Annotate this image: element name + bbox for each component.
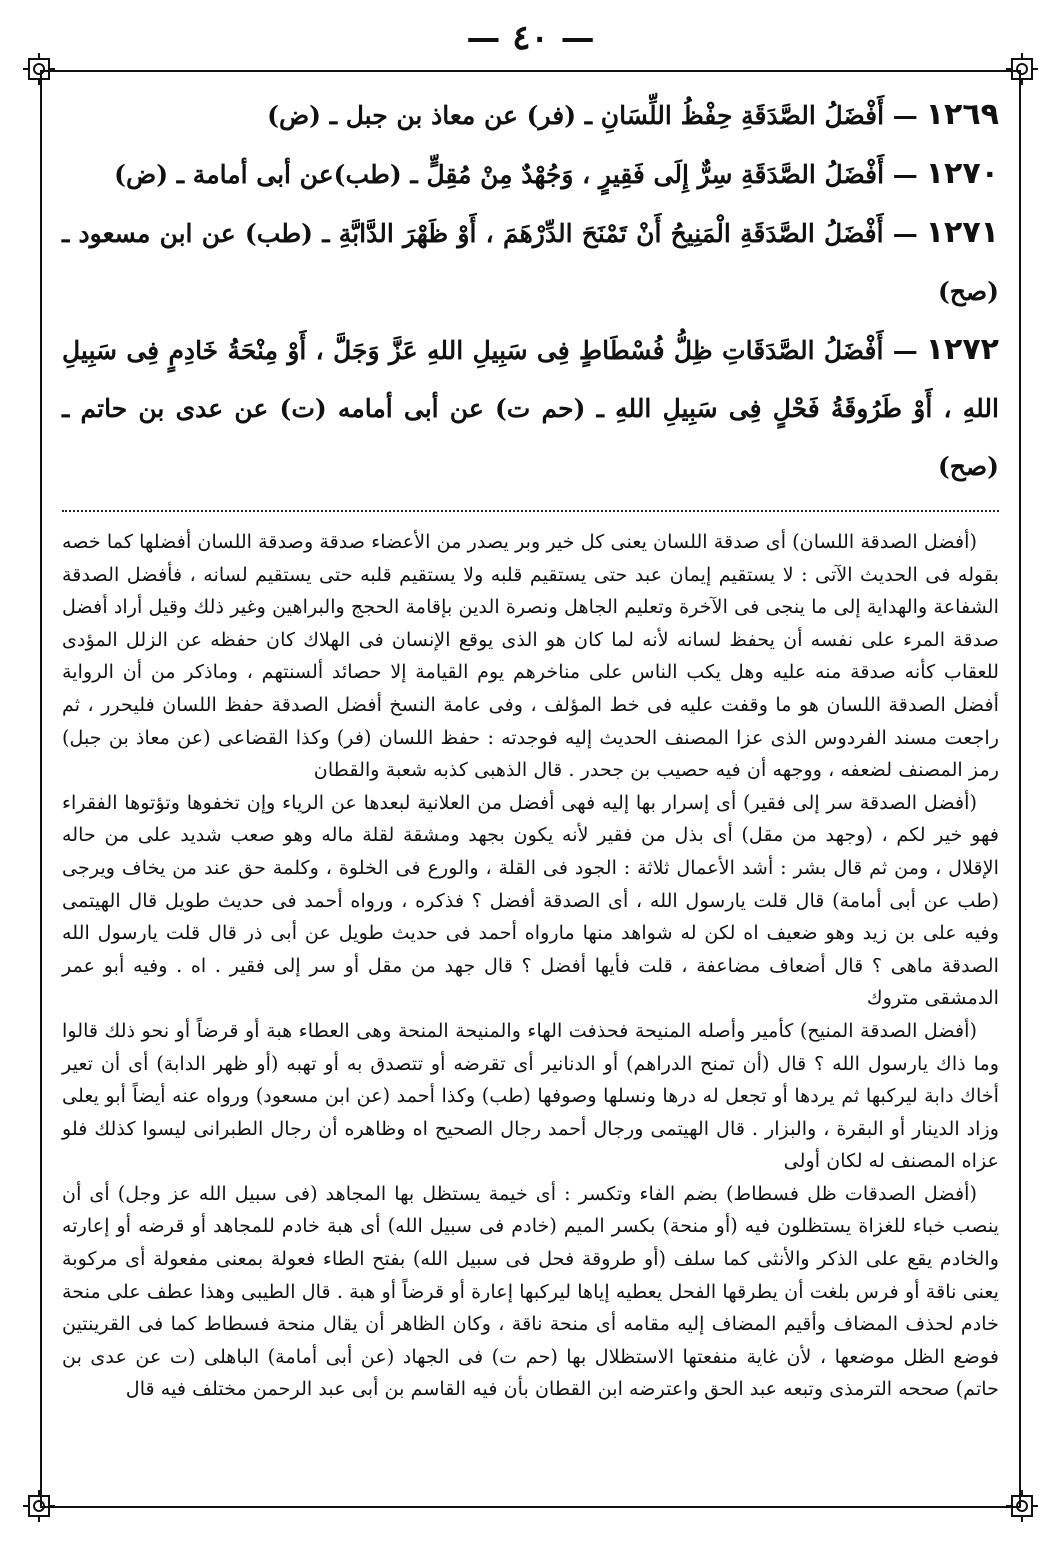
hadith-1270 [62,145,999,204]
hadith-text: — أَفْضَلُ الصَّدَقَاتِ ظِلُّ فُسْطَاطٍ فِى سَبِيلِ اللهِ عَزَّ وَجَلَّ ، أَوْ مِنْحَةُ خَادِمٍ فِى سَبِيلِ اللهِ ، أَوْ طَرُوقَةُ فَحْلٍ فِى سَبِيلِ اللهِ ـ (حم ت) عن أبى أمامه (ت) عن عدى بن حاتم ـ (صح) [62,336,999,481]
commentary-paragraph: (أفضل الصدقة المنيح) كأمير وأصله المنيحة فحذفت الهاء والمنيحة المنحة وهى العطاء هبة أو قرضاً أو نحو ذلك قالوا وما ذاك يارسول الله ؟ قال (أن تمنح الدراهم) أو الدنانير أى تقرضه أو تتصدق به أو تهبه (أو ظهر الدابة) أى أن تعير أخاك دابة ليركبها ثم يردها أو تجعل له درها ونسلها وصوفها (طب) وكذا أحمد (عن ابن مسعود) ورواه عنه أيضاً أبو يعلى وزاد الدينار أو البقرة ، والبزار . قال الهيتمى ورجال أحمد رجال الصحيح اه وظاهره أن رجال الطبرانى ليسوا كذلك فلو عزاه المصنف له لكان أولى [62,1018,999,1173]
hadith-number: ١٢٧٠ [925,156,999,191]
frame-right-border [1019,70,1021,1506]
frame-top-border [40,70,1021,72]
frame-bottom-border [40,1506,1021,1508]
dotted-divider [62,510,999,512]
corner-ornament-icon [1005,1489,1039,1523]
hadith-text: — أَفْضَلُ الصَّدَقَةِ حِفْظُ اللِّسَانِ ـ (فر) عن معاذ بن جبل ـ (ض) [267,101,918,130]
hadith-number: ١٢٦٩ [925,97,999,132]
hadith-text: — أَفْضَلُ الصَّدَقَةِ الْمَنِيحُ أَنْ تَمْنَحَ الدِّرْهَمَ ، أَوْ ظَهْرَ الدَّابَّةِ ـ (طب) عن ابن مسعود ـ (صح) [62,219,999,306]
hadith-text: — أَفْضَلُ الصَّدَقَةِ سِرٌّ إِلَى فَقِيرٍ ، وَجُهْدٌ مِنْ مُقِلٍّ ـ (طب)عن أبى أمامة ـ (ض) [114,160,918,189]
commentary-paragraph: (أفضل الصدقات ظل فسطاط) بضم الفاء وتكسر : أى خيمة يستظل بها المجاهد (فى سبيل الله عز وجل) أى أن ينصب خباء للغزاة يستظلون فيه (أو منحة) بكسر الميم (خادم فى سبيل الله) أى هبة خادم للمجاهد أو قرضه أو إعارته والخادم يقع على الذكر والأنثى كما سلف (أو طروقة فحل فى سبيل الله) بفتح الطاء فعولة بمعنى مفعولة أى مركوبة يعنى ناقة أو فرس بلغت أن يطرقها الفحل يعطيه إياها ليركبها إعارة أو قرضاً أو هبة . قال الطيبى وهذا عطف على منحة خادم لحذف المضاف وأقيم المضاف إليه مقامه أى منحة ناقة ، وكان الظاهر أن يقال منحة فسطاط كما فى القرينتين فوضع الظل موضعها ، لأن غاية منفعتها الاستظلال بها (حم ت) فى الجهاد (عن أبى أمامة) الباهلى (ت عن عدى بن حاتم) صححه الترمذى وتبعه عبد الحق واعترضه ابن القطان بأن فيه القاسم بن أبى عبد الرحمن مختلف فيه قال [62,1181,999,1401]
hadith-list [62,86,999,496]
hadith-1269 [62,86,999,145]
hadith-number: ١٢٧١ [925,215,999,250]
frame-left-border [40,70,42,1506]
hadith-number: ١٢٧٢ [925,332,999,367]
hadith-1272 [62,321,999,496]
commentary [62,526,999,1406]
commentary-paragraph: (أفضل الصدقة اللسان) أى صدقة اللسان يعنى كل خير وبر يصدر من الأعضاء صدقة وصدقة اللسان أفضلها كما خصه بقوله فى الحديث الآتى : لا يستقيم إيمان عبد حتى يستقيم قلبه ولا يستقيم قلبه حتى يستقيم لسانه ، فأفضل الصدقة الشفاعة والهداية إلى ما ينجى فى الآخرة وتعليم الجاهل ونصرة الدين بإقامة الحجج والبراهين وغير ذلك وقيل أراد أفضل صدقة المرء على نفسه أن يحفظ لسانه لأنه لما كان هو الذى يوقع الإنسان فى الهلاك كان حفظه عن الزلل المؤدى للعقاب كأنه صدقة منه عليه وهل يكب الناس على مناخرهم يوم القيامة إلا حصائد ألسنتهم ، وماذكر من أن الرواية أفضل الصدقة اللسان هو ما وقفت عليه فى خط المؤلف ، وفى عامة النسخ أفضل الصدقة حفظ اللسان فليحرر ، ثم راجعت مسند الفردوس الذى عزا المصنف الحديث إليه فوجدته : حفظ اللسان (فر) وكذا القضاعى (عن معاذ بن جبل) رمز المصنف لضعفه ، ووجهه أن فيه حصيب بن جحدر . قال الذهبى كذبه شعبة والقطان [62,530,999,782]
page-number: — ٤٠ — [466,18,595,58]
commentary-paragraph: (أفضل الصدقة سر إلى فقير) أى إسرار بها إليه فهى أفضل من العلانية لبعدها عن الرياء وإن تخفوها وتؤتوها الفقراء فهو خير لكم ، (وجهد من مقل) أى بذل من فقير لأنه يكون بجهد ومشقة لقلة ماله وهو صعب شديد على من حاله الإقلال ، ومن ثم قال بشر : أشد الأعمال ثلاثة : الجود فى القلة ، والورع فى الخلوة ، وكلمة حق عند من يخاف ويرجى (طب عن أبى أمامة) قال قلت يارسول الله ، أى الصدقة أفضل ؟ فذكره ، ورواه أحمد فى حديث طويل قال الهيتمى وفيه على بن زيد وهو ضعيف اه لكن له شواهد منها مارواه أحمد فى حديث طويل عن أبى ذر قال قلت يارسول الله الصدقة ماهى ؟ قال أضعاف مضاعفة ، قلت فأيها أفضل ؟ قال جهد من مقل أو سر إلى فقير . اه . وفيه أبو عمر الدمشقى متروك [62,790,999,1010]
hadith-1271 [62,204,999,321]
corner-ornament-icon [22,1489,56,1523]
page-content [62,86,999,1406]
